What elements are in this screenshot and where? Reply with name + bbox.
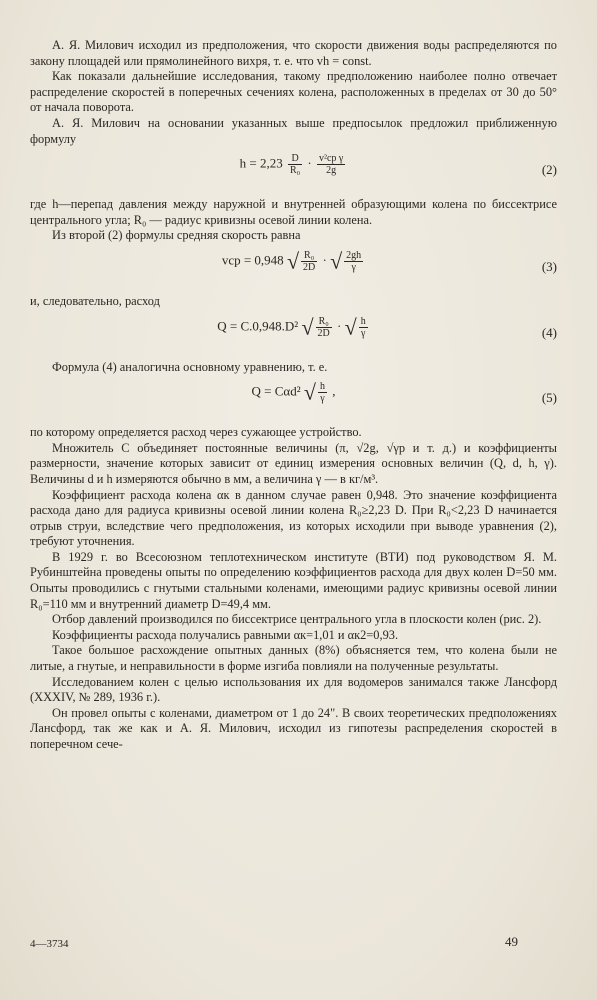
paragraph: Коэффициенты расхода получались равными αк=1,01 и αк2=0,93. — [52, 627, 399, 642]
radical-sign: √ — [344, 314, 357, 340]
paragraph: Исследованием колен с целью использования их для водомеров занимался также Лансфорд (XXXIV, № 289, 1936 г.). — [30, 674, 557, 705]
fraction: $\frac{h}{\gamma}$ — [360, 315, 366, 339]
formula-2: h = 2,23 $\frac{D}{\text{R₀}}$ · $\frac{\text{v²ср γ}}{2g}$ (2) — [239, 153, 557, 178]
formula-lhs: h = 2,23 — [239, 155, 283, 171]
paragraph: А. Я. Милович исходил из предположения, что скорости движения воды распределяются по закону площадей или прямолинейного вихря, т. е. что vh = const. — [30, 38, 557, 68]
formula-lhs: vср = 0,948 — [221, 252, 284, 268]
paragraph: Формула (4) аналогична основному уравнению, т. е. — [52, 359, 328, 374]
page-number: 49 — [505, 934, 518, 949]
fraction: $\frac{D}{\text{R₀}}$ — [289, 153, 301, 177]
fraction: $\frac{\text{v²ср γ}}{2g}$ — [318, 153, 344, 177]
equation-number: (3) — [541, 258, 557, 274]
formula-5: Q = Cαd² √ $\frac{h}{\gamma}$ , (5) — [251, 379, 557, 406]
equation-number: (5) — [541, 390, 557, 406]
paragraph: Он провел опыты с коленами, диаметром от 1 до 24". В своих теоретических предположениях Лансфорд, так же как и А. Я. Милович, исходил из гипотезы распределения скоростей в поперечном сече- — [30, 705, 557, 751]
formula-4: Q = C.0,948.D² √ $\frac{\text{R₀}}{2D}$ · √ $\frac{h}{\gamma}$ (4) — [217, 314, 557, 340]
page-text — [30, 38, 557, 753]
paragraph: В 1929 г. во Всесоюзном теплотехническом институте (ВТИ) под руководством Я. М. Рубинштейна проведены опыты по определению коэффициентов расхода для двух колен D=50 мм. Опыты проводились с гнутыми стальными коленами, имеющими радиус кривизны осевой линии R₀=110 мм и внутренний диаметр D=49,4 мм. — [30, 549, 557, 611]
fraction: $\frac{\text{R₀}}{2D}$ — [317, 315, 330, 339]
fraction: $\frac{h}{\gamma}$ — [319, 381, 325, 405]
fraction: $\frac{2gh}{\gamma}$ — [346, 249, 362, 273]
equation-number: (4) — [541, 324, 557, 340]
printer-signature: 4—3734 — [30, 938, 69, 950]
equation-number: (2) — [541, 162, 557, 178]
paragraph: где h—перепад давления между наружной и внутренней образующими колена по биссектрисе центрального угла; R₀ — радиус кривизны осевой линии колена. — [30, 197, 557, 227]
paragraph: Отбор давлений производился по биссектрисе центрального угла в плоскости колен (рис. 2). — [52, 612, 542, 627]
paragraph: А. Я. Милович на основании указанных выше предпосылок предложил приближенную формулу — [30, 115, 557, 146]
paragraph: Множитель C объединяет постоянные величины (π, √2g, √γр и т. д.) и коэффициенты размерности, значение которых зависит от единиц измерения основных величин (Q, d, h, γ). Величины d и h измеряются обычно в мм, а величина γ — в кг/м³. — [30, 440, 557, 486]
fraction: $\frac{\text{R₀}}{2D}$ — [303, 249, 316, 273]
radical-sign: √ — [286, 248, 300, 274]
formula-lhs: Q = Cαd² — [251, 383, 301, 399]
paragraph: и, следовательно, расход — [30, 293, 160, 308]
paragraph: по которому определяется расход через сужающее устройство. — [30, 425, 362, 440]
paragraph: Как показали дальнейшие исследования, такому предположению наиболее полно отвечает распределение скоростей в поперечных сечениях колена, расположенных в пределах от 30 до 50° от начала поворота. — [30, 69, 557, 115]
radical-sign: √ — [301, 314, 314, 340]
radical-sign: √ — [330, 248, 343, 274]
radical-sign: √ — [303, 379, 316, 405]
paragraph: Из второй (2) формулы средняя скорость равна — [52, 228, 301, 243]
paragraph: Коэффициент расхода колена αк в данном случае равен 0,948. Это значение коэффициента расхода дано для радиуса кривизны осевой линии колена R₀≥2,23 D. При R₀<2,23 D начинается отрыв струи, вследствие чего предположения, из которых исходили при выводе уравнения (2), требуют уточнения. — [30, 487, 557, 549]
formula-lhs: Q = C.0,948.D² — [217, 318, 299, 334]
paragraph: Такое большое расхождение опытных данных (8%) объясняется тем, что колена были не литые, а гнутые, и неправильности в форме изгиба повлияли на полученные результаты. — [30, 643, 557, 674]
formula-3: vср = 0,948 √ $\frac{\text{R₀}}{2D}$ · √ $\frac{2gh}{\gamma}$ (3) — [221, 248, 557, 274]
